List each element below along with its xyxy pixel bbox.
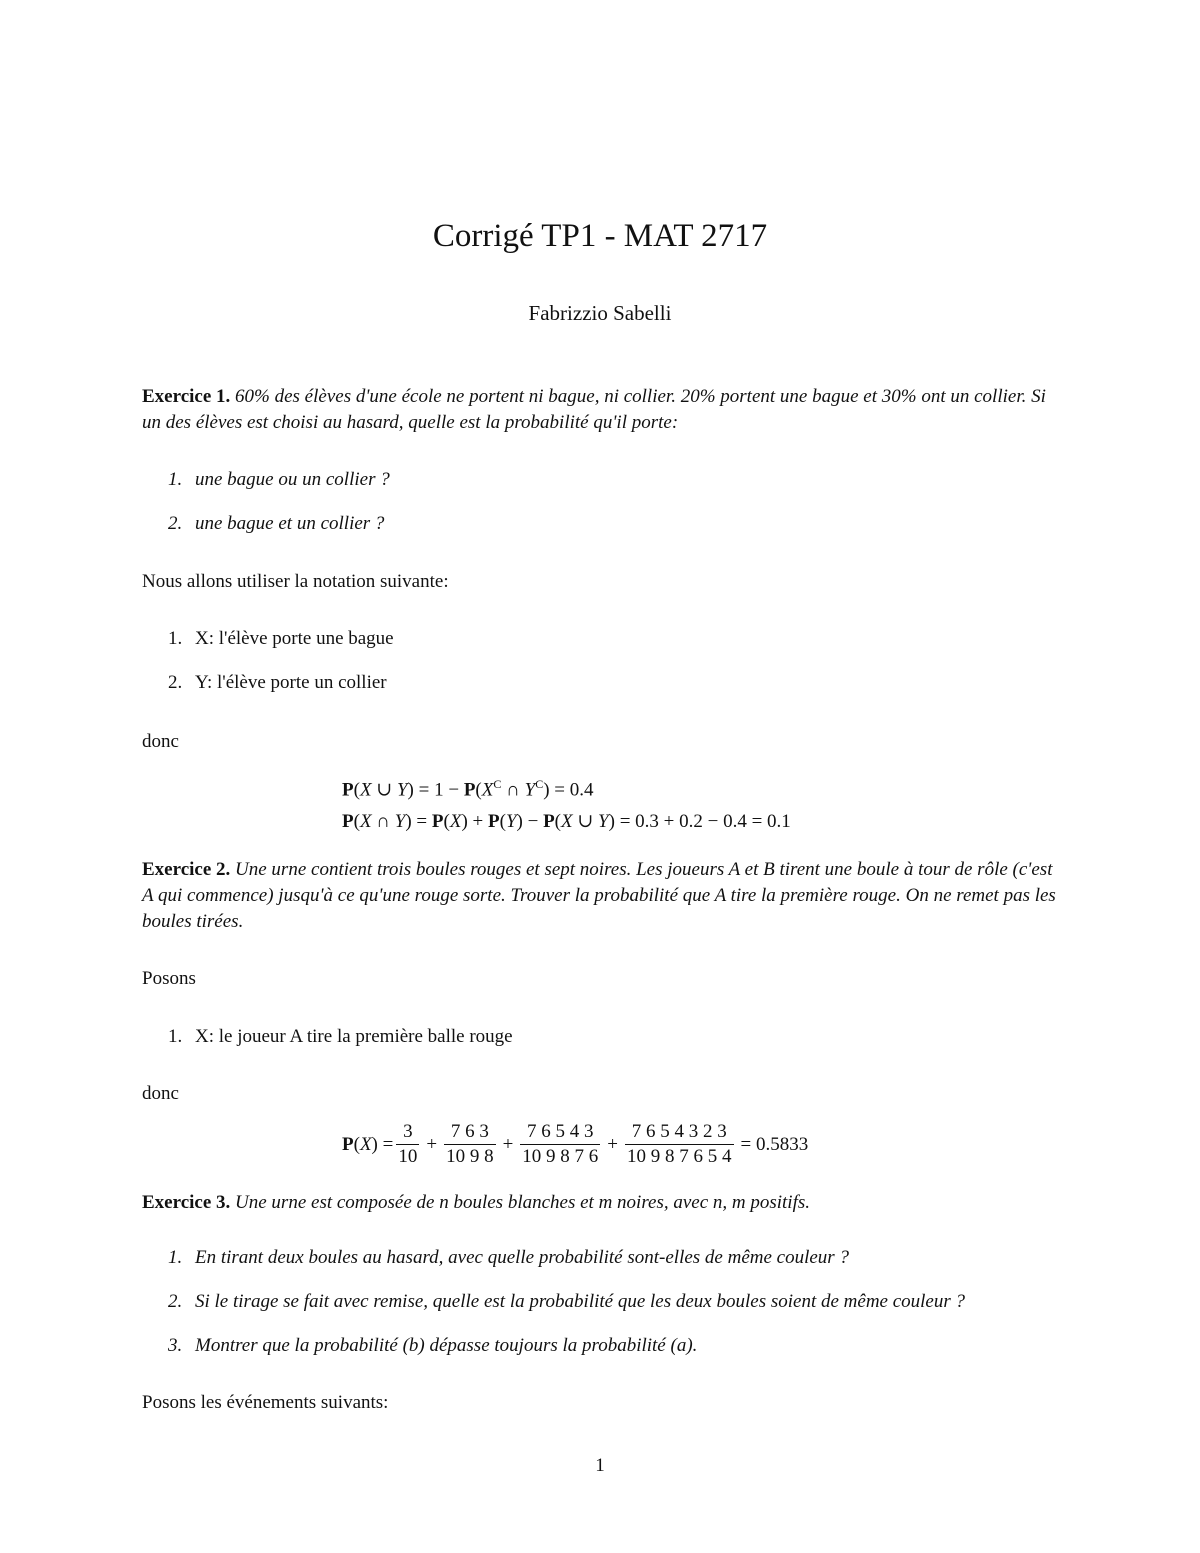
list-number: 2. bbox=[168, 1291, 183, 1312]
exercise-2-label: Exercice 2. bbox=[142, 859, 231, 880]
page-number: 1 bbox=[595, 1455, 605, 1476]
equation-probability-a: P(X) = $\frac{3}{10}$ + $\frac{7 6 3}{10 9 8}$ + $\frac{7 6 5 4 3}{10 9 8 7 6}$ + $\frac{7 6 5 4 3 2 3}{10 9 8 7 6 5 4}$ = 0.5833 bbox=[342, 1121, 809, 1167]
fraction: $\frac{7 6 3}{10 9 8}$ bbox=[446, 1121, 494, 1167]
exercise-1-statement bbox=[142, 384, 1067, 436]
fraction: $\frac{3}{10}$ bbox=[398, 1121, 418, 1167]
list-number: 1. bbox=[168, 1247, 183, 1268]
equation-tail: = 0.3 + 0.2 − 0.4 = 0.1 bbox=[619, 811, 791, 832]
list-item-text: En tirant deux boules au hasard, avec quelle probabilité sont-elles de même couleur ? bbox=[195, 1247, 849, 1268]
exercise-3-label: Exercice 3. bbox=[142, 1192, 231, 1213]
exercise-2-text: Une urne contient trois boules rouges et sept noires. Les joueurs A et B tirent une boule à tour de rôle (c'est A qui commence) jusqu'à ce qu'une rouge sorte. Trouver la probabilité que A tire la première rouge. On ne remet pas les boules tirées. bbox=[142, 859, 1056, 932]
list-number: 3. bbox=[168, 1335, 183, 1356]
exercise-1-text: 60% des élèves d'une école ne portent ni bague, ni collier. 20% portent une bague et 30% ont un collier. Si un des élèves est choisi au hasard, quelle est la probabilité qu'il porte: bbox=[142, 386, 1046, 433]
notation-item-2 bbox=[168, 672, 387, 694]
exercise-3-statement bbox=[142, 1190, 1067, 1216]
exercise-1-question-1 bbox=[168, 469, 390, 491]
exercise-1-label: Exercice 1. bbox=[142, 386, 231, 407]
list-item-text: X: l'élève porte une bague bbox=[195, 628, 394, 649]
exercise-1-question-2 bbox=[168, 513, 384, 535]
posons-text: Posons bbox=[142, 968, 196, 989]
equation-intersection: P(X ∩ Y) = P(X) + P(Y) − P(X ∪ Y) = 0.3 + 0.2 − 0.4 = 0.1 bbox=[342, 811, 791, 832]
exercise-3-question-1 bbox=[168, 1247, 849, 1269]
donc-text: donc bbox=[142, 731, 179, 752]
list-number: 1. bbox=[168, 469, 183, 490]
events-intro: Posons les événements suivants: bbox=[142, 1392, 389, 1413]
list-item-text: une bague ou un collier ? bbox=[195, 469, 390, 490]
equation-union: P(X ∪ $Y) = 1 - P(X^C$ ∩ $Y^C) = 0.4$ bbox=[342, 777, 594, 801]
list-item-text: Montrer que la probabilité (b) dépasse toujours la probabilité (a). bbox=[195, 1335, 698, 1356]
exercise-3-text: Une urne est composée de n boules blanches et m noires, avec n, m positifs. bbox=[235, 1192, 811, 1213]
list-number: 2. bbox=[168, 513, 183, 534]
list-item-text: une bague et un collier ? bbox=[195, 513, 385, 534]
list-number: 1. bbox=[168, 1026, 183, 1047]
list-item-text: Si le tirage se fait avec remise, quelle est la probabilité que les deux boules soient de même couleur ? bbox=[195, 1291, 966, 1312]
fraction: $\frac{7 6 5 4 3}{10 9 8 7 6}$ bbox=[522, 1121, 599, 1167]
list-item-text: X: le joueur A tire la première balle rouge bbox=[195, 1026, 513, 1047]
list-number: 1. bbox=[168, 628, 183, 649]
notation-item-1 bbox=[168, 628, 394, 650]
equation-result: = 0.5833 bbox=[740, 1133, 809, 1155]
notation-intro: Nous allons utiliser la notation suivante: bbox=[142, 571, 449, 592]
exercise-3-question-2 bbox=[168, 1291, 965, 1313]
donc-text-2: donc bbox=[142, 1083, 179, 1104]
document-title: Corrigé TP1 - MAT 2717 bbox=[432, 218, 768, 254]
list-item-text: Y: l'élève porte un collier bbox=[195, 672, 387, 693]
exercise-2-statement bbox=[142, 857, 1067, 935]
author-name: Fabrizzio Sabelli bbox=[528, 301, 672, 325]
exercise-3-question-3 bbox=[168, 1335, 697, 1357]
list-number: 2. bbox=[168, 672, 183, 693]
fraction: $\frac{7 6 5 4 3 2 3}{10 9 8 7 6 5 4}$ bbox=[627, 1121, 732, 1167]
exercise-2-definition-1 bbox=[168, 1026, 513, 1048]
